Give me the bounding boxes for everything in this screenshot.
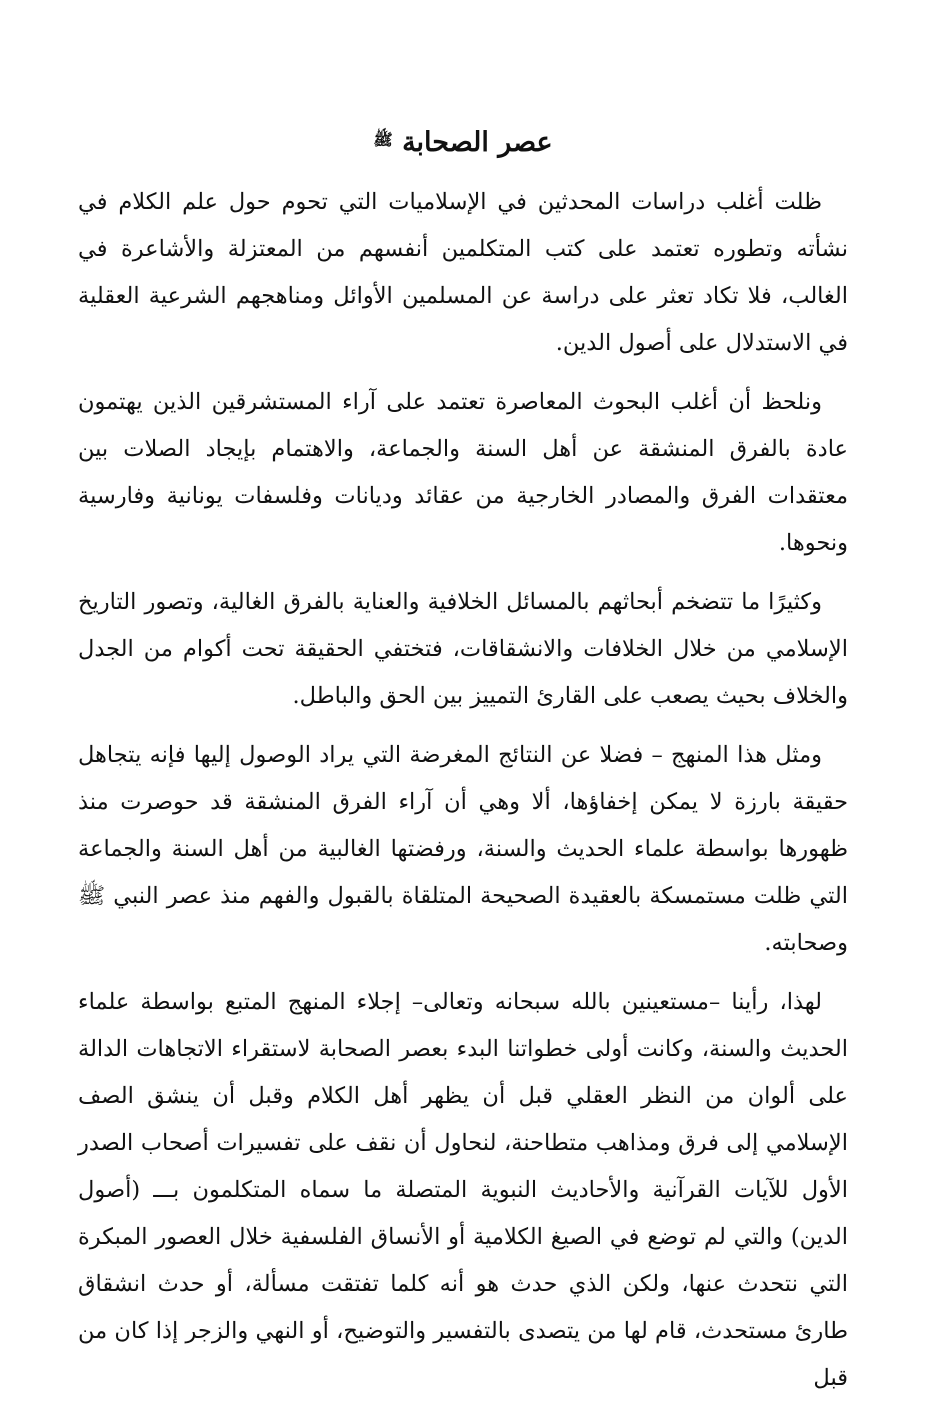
document-page bbox=[78, 118, 848, 1414]
honorific-glyph: ﷺ bbox=[373, 130, 393, 149]
paragraph-2: ونلحظ أن أغلب البحوث المعاصرة تعتمد على آراء المستشرقين الذين يهتمون عادة بالفرق المنشقة عن أهل السنة والجماعة، والاهتمام بإيجاد الصلات بين معتقدات الفرق والمصادر الخارجية من عقائد وديانات وفلسفات يونانية وفارسية ونحوها. bbox=[78, 389, 848, 556]
paragraph-3: وكثيرًا ما تتضخم أبحاثهم بالمسائل الخلافية والعناية بالفرق الغالية، وتصور التاريخ الإسلامي من خلال الخلافات والانشقاقات، فتختفي الحقيقة تحت أكوام من الجدل والخلاف بحيث يصعب على القارئ التمييز بين الحق والباطل. bbox=[78, 589, 848, 709]
paragraph-1: ظلت أغلب دراسات المحدثين في الإسلاميات التي تحوم حول علم الكلام في نشأته وتطوره تعتمد على كتب المتكلمين أنفسهم من المعتزلة والأشاعرة في الغالب، فلا تكاد تعثر على دراسة عن المسلمين الأوائل ومناهجهم الشرعية العقلية في الاستدلال على أصول الدين. bbox=[78, 189, 848, 356]
page-title bbox=[78, 118, 848, 165]
paragraph-4: ومثل هذا المنهج – فضلا عن النتائج المغرضة التي يراد الوصول إليها فإنه يتجاهل حقيقة بارزة لا يمكن إخفاؤها، ألا وهي أن آراء الفرق المنشقة قد حوصرت منذ ظهورها بواسطة علماء الحديث والسنة، ورفضتها الغالبية من أهل السنة والجماعة التي ظلت مستمسكة بالعقيدة الصحيحة المتلقاة بالقبول والفهم منذ عصر النبي ﷺ وصحابته. bbox=[78, 742, 848, 956]
paragraph-5: لهذا، رأينا –مستعينين بالله سبحانه وتعالى– إجلاء المنهج المتبع بواسطة علماء الحديث والسنة، وكانت أولى خطواتنا البدء بعصر الصحابة لاستقراء الاتجاهات الدالة على ألوان من النظر العقلي قبل أن يظهر أهل الكلام وقبل أن ينشق الصف الإسلامي إلى فرق ومذاهب متطاحنة، لنحاول أن نقف على تفسيرات أصحاب الصدر الأول للآيات القرآنية والأحاديث النبوية المتصلة ما سماه المتكلمون بـــ (أصول الدين) والتي لم توضع في الصيغ الكلامية أو الأنساق الفلسفية خلال العصور المبكرة التي نتحدث عنها، ولكن الذي حدث هو أنه كلما تفتقت مسألة، أو حدث انشقاق طارئ مستحدث، قام لها من يتصدى بالتفسير والتوضيح، أو النهي والزجر إذا كان من قبل bbox=[78, 989, 848, 1391]
title-text: عصر الصحابة bbox=[402, 127, 553, 158]
